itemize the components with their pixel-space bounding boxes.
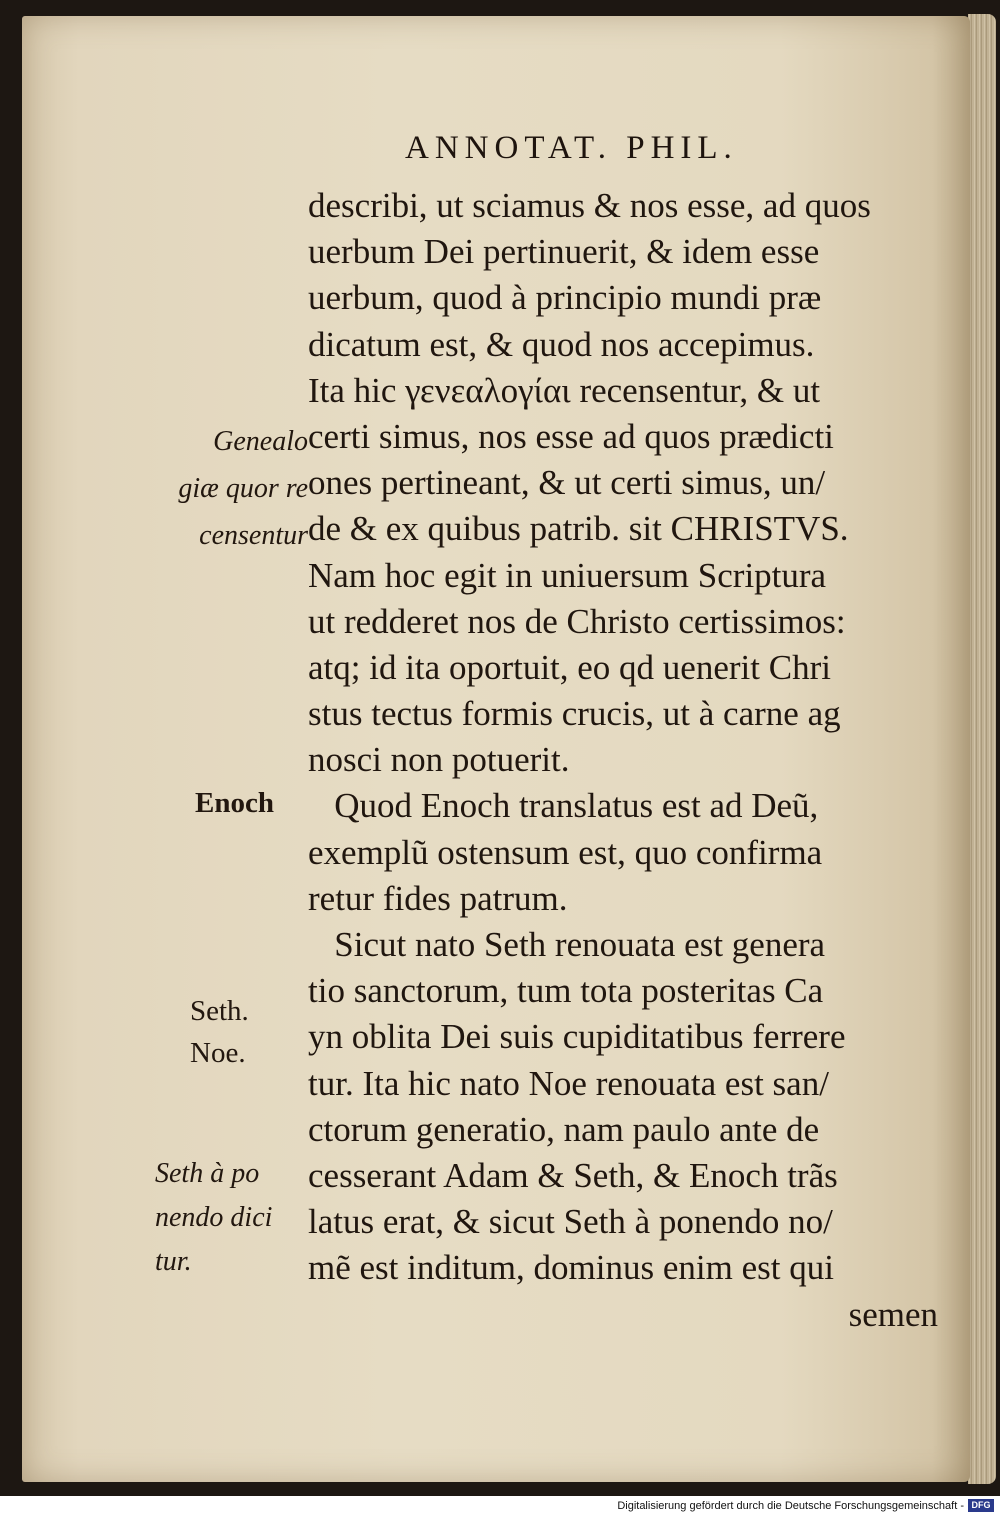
footer-credit: Digitalisierung gefördert durch die Deutsche Forschungsgemeinschaft -	[617, 1500, 964, 1512]
text-line: yn oblita Dei suis cupiditatibus ferrere	[308, 1017, 846, 1057]
text-line: nosci non potuerit.	[308, 740, 570, 780]
margin-note-enoch	[195, 780, 274, 827]
text-line: Ita hic γενεαλογίαι recensentur, & ut	[308, 370, 821, 410]
text-line: ones pertineant, & ut certi simus, un/	[308, 463, 826, 503]
catchword: semen	[848, 1294, 938, 1334]
page-edge	[968, 14, 996, 1484]
margin-note-line: Enoch	[195, 787, 274, 819]
text-line: cesserant Adam & Seth, & Enoch trãs	[308, 1155, 838, 1195]
body-text	[308, 183, 938, 1338]
running-head: ANNOTAT. PHIL.	[405, 130, 738, 166]
margin-note-line: censentur	[199, 520, 308, 551]
text-line: tio sanctorum, tum tota posteritas Ca	[308, 971, 824, 1011]
margin-note-line: Genealo	[213, 426, 308, 457]
text-line: exemplũ ostensum est, quo confirma	[308, 832, 823, 872]
margin-note-line: tur.	[155, 1246, 192, 1277]
margin-note-seth-noe	[190, 990, 249, 1074]
margin-note-line: Seth à po	[155, 1158, 260, 1189]
margin-note-line: nendo dici	[155, 1202, 273, 1233]
text-line: mẽ est inditum, dominus enim est qui	[308, 1248, 834, 1288]
text-line: atq; id ita oportuit, eo qd uenerit Chri	[308, 647, 831, 687]
margin-note-seth-ponendo	[155, 1152, 272, 1284]
text-line: Quod Enoch translatus est ad Deũ,	[308, 786, 819, 826]
margin-note-line: Noe.	[190, 1037, 246, 1069]
text-line: stus tectus formis crucis, ut à carne ag	[308, 694, 841, 734]
text-line: Nam hoc egit in uniuersum Scriptura	[308, 555, 827, 595]
margin-note-line: Seth.	[190, 995, 249, 1027]
margin-note-genealogia	[158, 418, 308, 559]
text-line: latus erat, & sicut Seth à ponendo no/	[308, 1202, 833, 1242]
text-line: uerbum Dei pertinuerit, & idem esse	[308, 232, 820, 272]
text-line: Sicut nato Seth renouata est genera	[308, 925, 826, 964]
text-line: retur fides patrum.	[308, 878, 568, 918]
text-line: ctorum generatio, nam paulo ante de	[308, 1109, 820, 1149]
text-line: describi, ut sciamus & nos esse, ad quos	[308, 186, 871, 225]
dfg-logo: DFG	[968, 1499, 994, 1512]
text-line: dicatum est, & quod nos accepimus.	[308, 324, 815, 364]
text-line: de & ex quibus patrib. sit CHRISTVS.	[308, 509, 849, 549]
text-line: tur. Ita hic nato Noe renouata est san/	[308, 1063, 829, 1103]
text-line: ut redderet nos de Christo certissimos:	[308, 601, 846, 641]
text-line: certi simus, nos esse ad quos prædicti	[308, 416, 834, 456]
text-line: uerbum, quod à principio mundi præ	[308, 278, 822, 318]
margin-note-line: giæ quor re	[178, 473, 308, 504]
